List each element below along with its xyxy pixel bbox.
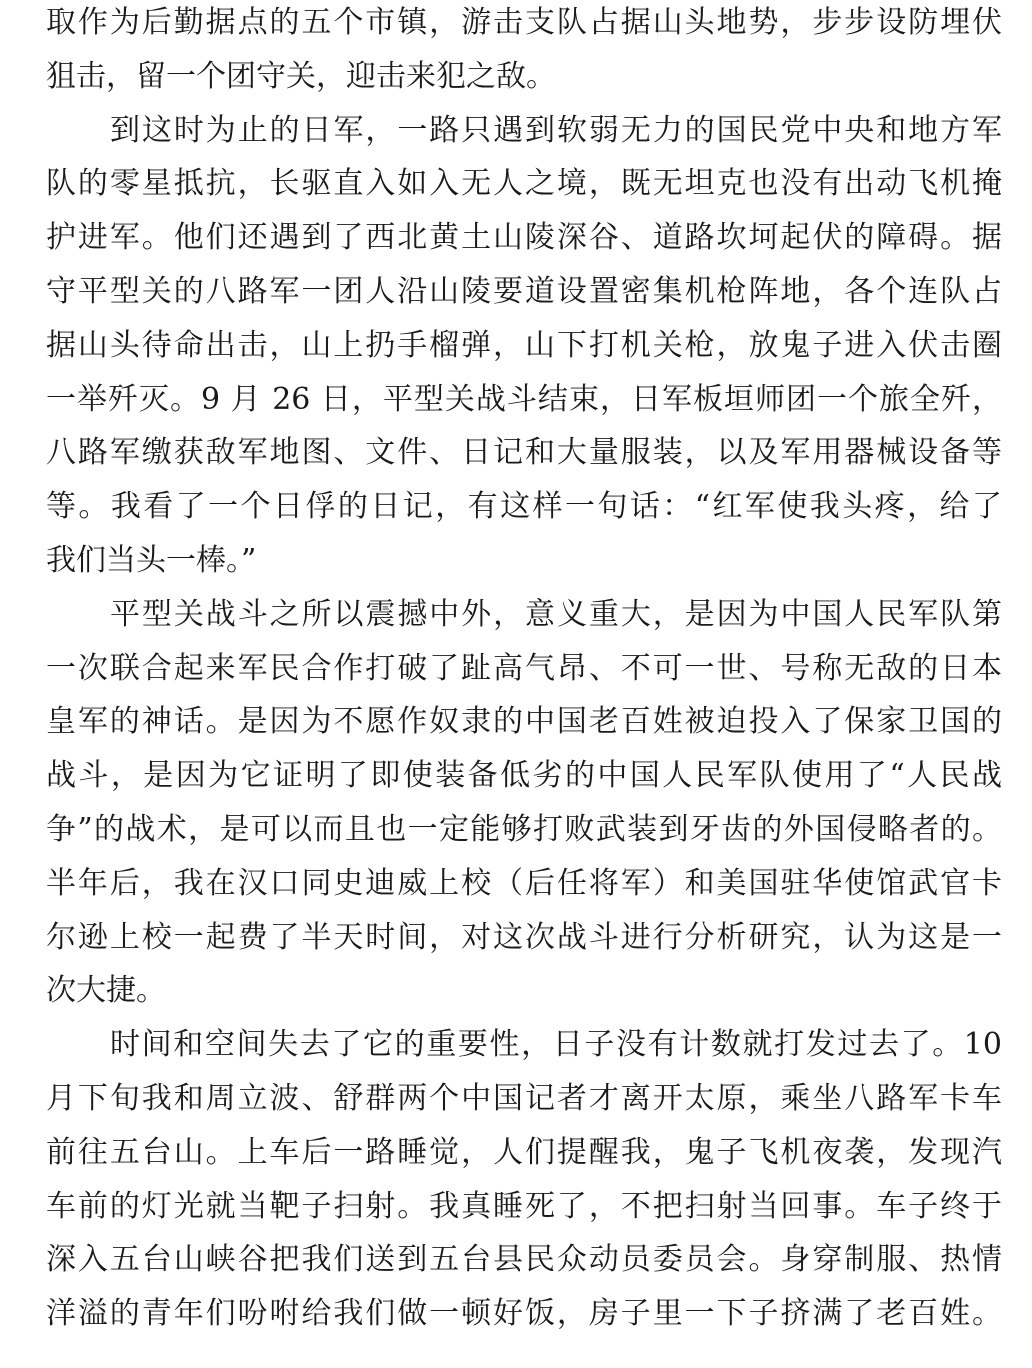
paragraph [46,1018,1002,1341]
paragraph [46,588,1002,1018]
text-line: 护进军。他们还遇到了西北黄土山陵深谷、道路坎坷起伏的障碍。据 [46,220,1002,256]
text-line: 尔逊上校一起费了半天时间，对这次战斗进行分析研究，认为这是一 [46,919,1002,955]
text-line: 等。我看了一个日俘的日记，有这样一句话：“红军使我头疼，给了 [46,489,1002,525]
text-line: 队的零星抵抗，长驱直入如入无人之境，既无坦克也没有出动飞机掩 [46,166,1002,202]
text-line: 八路军缴获敌军地图、文件、日记和大量服装，以及军用器械设备等 [46,435,1002,471]
text-line: 前往五台山。上车后一路睡觉，人们提醒我，鬼子飞机夜袭，发现汽 [46,1134,1002,1170]
text-line: 据山头待命出击，山上扔手榴弹，山下打机关枪，放鬼子进入伏击圈 [46,327,1002,363]
text-line: 取作为后勤据点的五个市镇，游击支队占据山头地势，步步设防埋伏 [46,5,1002,40]
text-line: 洋溢的青年们吩咐给我们做一顿好饭，房子里一下子挤满了老百姓。 [46,1296,1002,1332]
text-line: 车前的灯光就当靶子扫射。我真睡死了，不把扫射当回事。车子终于 [46,1188,1002,1224]
text-line: 深入五台山峡谷把我们送到五台县民众动员委员会。身穿制服、热情 [46,1242,1002,1278]
body-text [46,0,1002,1341]
paragraph [46,0,1002,104]
text-line: 战斗，是因为它证明了即使装备低劣的中国人民军队使用了“人民战 [46,758,1002,794]
text-line: 我们当头一棒。” [46,542,257,578]
text-line: 次大捷。 [46,973,166,1009]
text-line: 时间和空间失去了它的重要性，日子没有计数就打发过去了。10 [110,1027,1002,1063]
text-line: 一次联合起来军民合作打破了趾高气昂、不可一世、号称无敌的日本 [46,650,1002,686]
text-line: 平型关战斗之所以震撼中外，意义重大，是因为中国人民军队第 [110,596,1002,632]
text-line: 皇军的神话。是因为不愿作奴隶的中国老百姓被迫投入了保家卫国的 [46,704,1002,740]
paragraph [46,104,1002,588]
text-line: 狙击，留一个团守关，迎击来犯之敌。 [46,58,556,94]
text-line: 守平型关的八路军一团人沿山陵要道设置密集机枪阵地，各个连队占 [46,273,1002,309]
text-line: 到这时为止的日军，一路只遇到软弱无力的国民党中央和地方军 [110,112,1002,148]
text-line: 半年后，我在汉口同史迪威上校（后任将军）和美国驻华使馆武官卡 [46,865,1002,901]
text-line: 月下旬我和周立波、舒群两个中国记者才离开太原，乘坐八路军卡车 [46,1080,1002,1116]
text-line: 一举歼灭。9 月 26 日，平型关战斗结束，日军板垣师团一个旅全歼， [46,381,1002,417]
text-line: 争”的战术，是可以而且也一定能够打败武装到牙齿的外国侵略者的。 [46,811,1002,847]
